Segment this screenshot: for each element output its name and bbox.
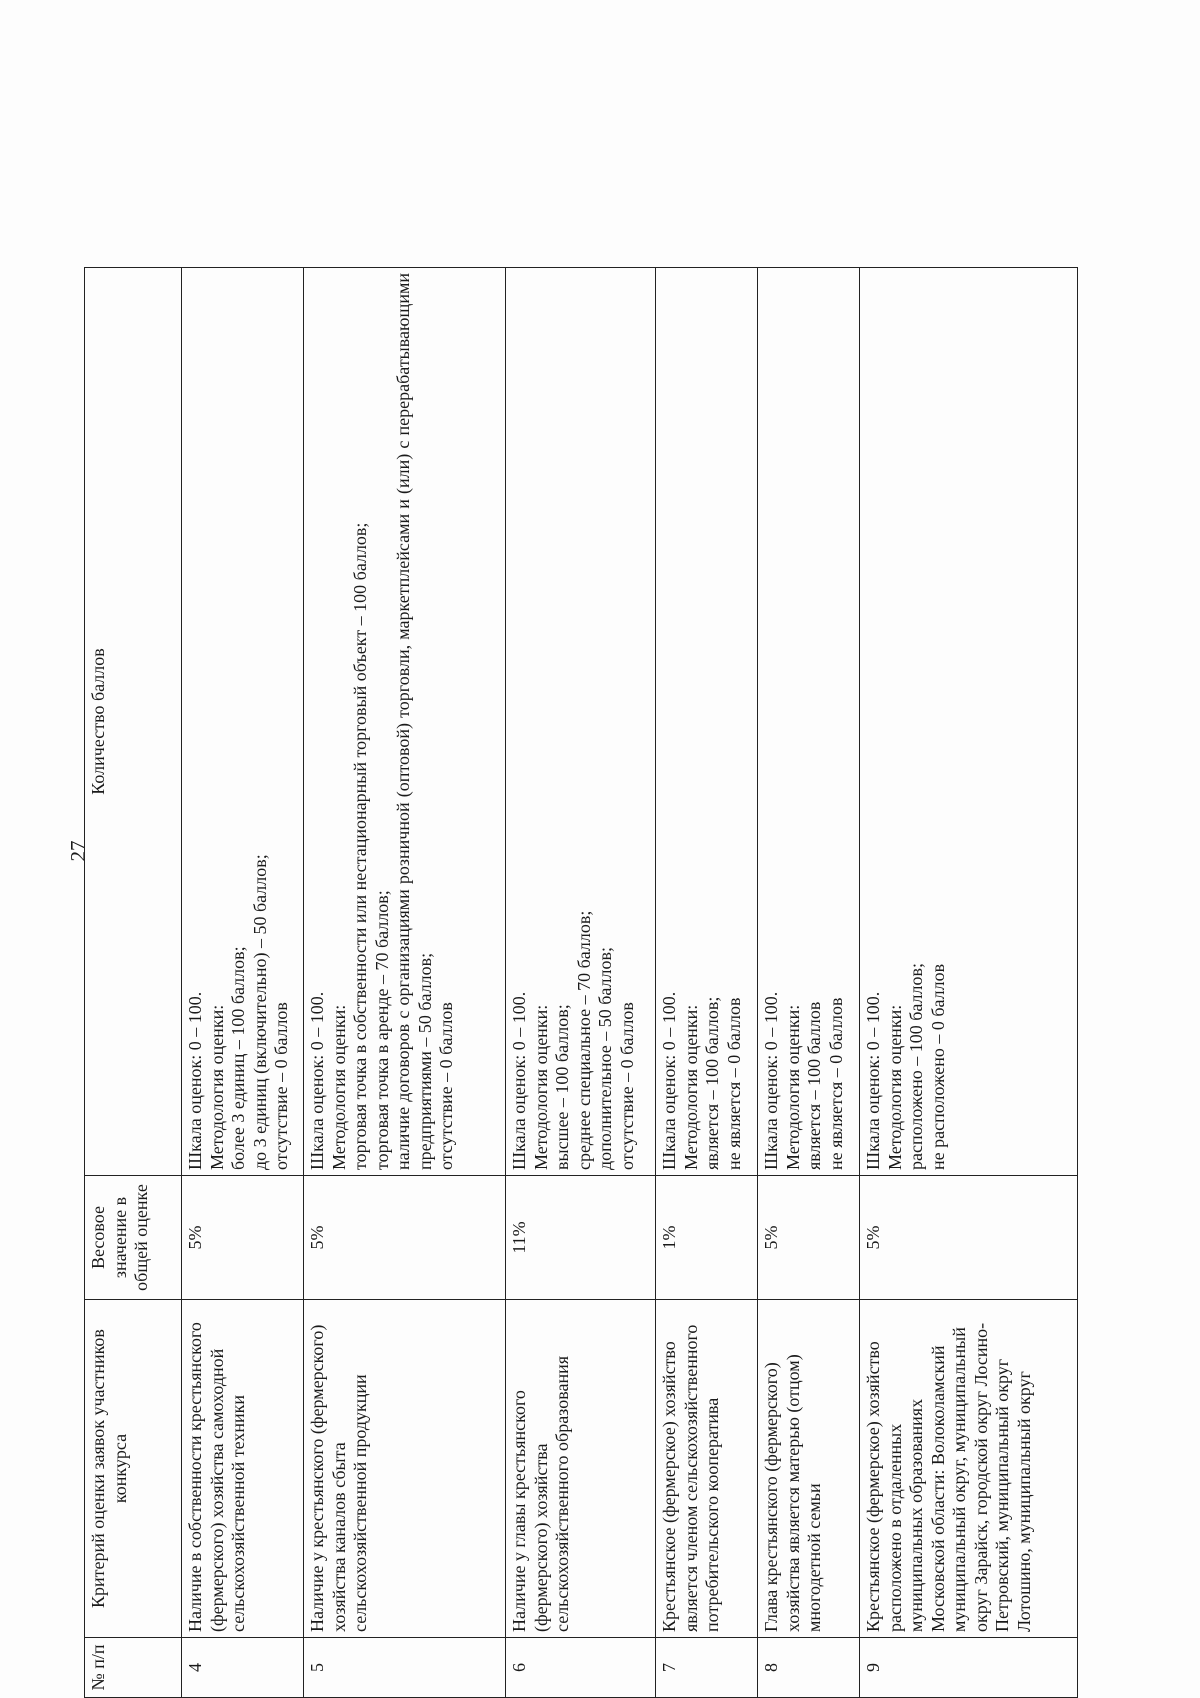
table-row [656, 268, 758, 1698]
row-weight: 11% [506, 1176, 656, 1300]
row-criterion: Наличие у крестьянского (фермерского) хозяйства каналов сбыта сельскохозяйственной продукции [304, 1300, 506, 1638]
row-points [860, 268, 1078, 1176]
row-points [506, 268, 656, 1176]
points-line: дополнительное – 50 баллов; [595, 947, 615, 1170]
header-criterion: Критерий оценки заявок участников конкурса [85, 1300, 182, 1638]
points-line: не является – 0 баллов [723, 997, 744, 1170]
points-line: является – 100 баллов [804, 1001, 824, 1170]
points-line: высшее – 100 баллов; [552, 1004, 572, 1170]
points-line: не расположено – 0 баллов [927, 963, 948, 1170]
points-line: наличие договоров с организациями розничной (оптовой) торговли, маркетплейсами и (или) с перерабатывающими предприятиями – 50 баллов; [393, 273, 435, 1170]
points-line: Методология оценки: [206, 1004, 227, 1170]
points-line: Шкала оценок: 0 – 100. [761, 991, 781, 1170]
header-num: № п/п [85, 1638, 182, 1698]
points-line: торговая точка в аренде – 70 баллов; [371, 890, 392, 1170]
points-line: Шкала оценок: 0 – 100. [509, 991, 529, 1170]
table-row [182, 268, 304, 1698]
points-line: Методология оценки: [328, 1004, 349, 1170]
row-weight: 1% [656, 1176, 758, 1300]
points-line: Шкала оценок: 0 – 100. [307, 991, 327, 1170]
table-row [860, 268, 1078, 1698]
points-line: Методология оценки: [884, 1004, 905, 1170]
row-num: 8 [758, 1638, 860, 1698]
points-line: расположено – 100 баллов; [906, 963, 926, 1170]
row-weight: 5% [758, 1176, 860, 1300]
points-line: торговая точка в собственности или нестационарный торговый объект – 100 баллов; [350, 522, 370, 1170]
row-num: 6 [506, 1638, 656, 1698]
row-criterion: Крестьянское (фермерское) хозяйство является членом сельскохозяйственного потребительского кооператива [656, 1300, 758, 1638]
row-num: 5 [304, 1638, 506, 1698]
row-criterion: Крестьянское (фермерское) хозяйство расположено в отдаленных муниципальных образованиях Московской области: Волоколамский муниципальный округ, муниципальный округ Зарайск, городской округ Лосино-Петровский, муниципальный округ Лотошино, муниципальный округ [860, 1300, 1078, 1638]
header-weight: Весовое значение в общей оценке [85, 1176, 182, 1300]
row-points [182, 268, 304, 1176]
row-criterion: Наличие в собственности крестьянского (фермерского) хозяйства самоходной сельскохозяйственной техники [182, 1300, 304, 1638]
points-line: Методология оценки: [530, 1004, 551, 1170]
points-line: Методология оценки: [680, 1004, 701, 1170]
points-line: является – 100 баллов; [702, 996, 722, 1170]
row-num: 4 [182, 1638, 304, 1698]
table-row [304, 268, 506, 1698]
points-line: среднее специальное – 70 баллов; [573, 910, 594, 1170]
points-line: до 3 единиц (включительно) – 50 баллов; [249, 854, 270, 1170]
table-row [758, 268, 860, 1698]
row-criterion: Глава крестьянского (фермерского) хозяйства является матерью (отцом) многодетной семьи [758, 1300, 860, 1638]
criteria-table [84, 267, 1078, 1698]
points-line: отсутствие – 0 баллов [616, 1002, 637, 1170]
row-points [758, 268, 860, 1176]
points-line: Шкала оценок: 0 – 100. [659, 991, 679, 1170]
table-row [506, 268, 656, 1698]
row-weight: 5% [304, 1176, 506, 1300]
points-line: более 3 единиц – 100 баллов; [228, 946, 248, 1170]
header-points: Количество баллов [85, 268, 182, 1176]
points-line: отсутствие – 0 баллов [436, 1002, 456, 1170]
points-line: отсутствие – 0 баллов [271, 1002, 291, 1170]
row-points [656, 268, 758, 1176]
row-num: 7 [656, 1638, 758, 1698]
points-line: Методология оценки: [782, 1004, 803, 1170]
points-line: Шкала оценок: 0 – 100. [185, 991, 205, 1170]
criteria-table-sheet [84, 268, 1078, 1698]
page-number: 27 [66, 840, 90, 862]
row-num: 9 [860, 1638, 1078, 1698]
points-line: не является – 0 баллов [825, 997, 846, 1170]
row-weight: 5% [182, 1176, 304, 1300]
row-points [304, 268, 506, 1176]
row-criterion: Наличие у главы крестьянского (фермерского) хозяйства сельскохозяйственного образования [506, 1300, 656, 1638]
table-header-row [85, 268, 182, 1698]
points-line: Шкала оценок: 0 – 100. [863, 991, 883, 1170]
row-weight: 5% [860, 1176, 1078, 1300]
